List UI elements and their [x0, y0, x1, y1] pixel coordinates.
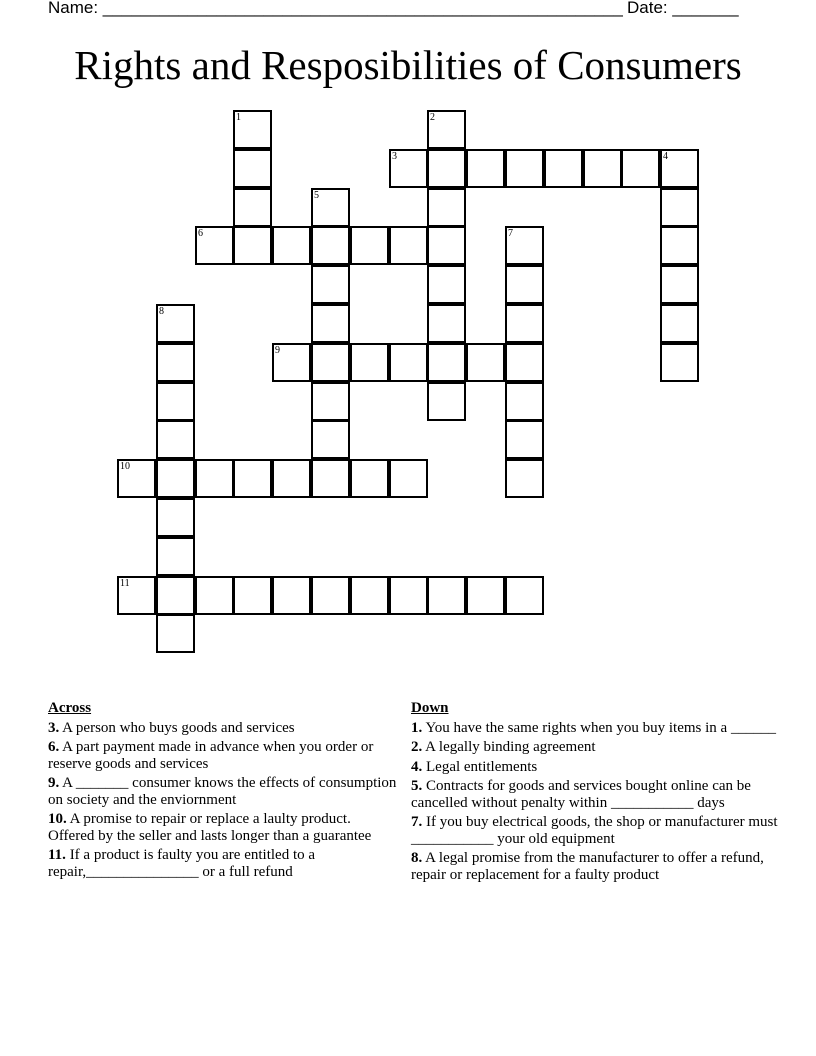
down-clue [411, 814, 781, 847]
clue-text: Contracts for goods and services bought online can be cancelled without penalty within ___________ days [411, 778, 751, 811]
grid-cell[interactable] [311, 188, 350, 227]
clue-text: A promise to repair or replace a laulty product. Offered by the seller and lasts longer than a guarantee [48, 811, 372, 844]
grid-cell[interactable] [233, 226, 272, 265]
grid-cell[interactable] [156, 459, 195, 498]
clue-text: A person who buys goods and services [59, 719, 295, 736]
down-clue [411, 759, 781, 776]
clue-number: 10. [48, 811, 67, 827]
grid-cell[interactable] [311, 576, 350, 615]
grid-cell[interactable] [544, 149, 583, 188]
clue-number-label: 1 [236, 112, 241, 123]
clue-number-label: 7 [508, 228, 513, 239]
grid-cell[interactable] [505, 343, 544, 382]
clue-text: A _______ consumer knows the effects of consumption on society and the enviornment [48, 775, 397, 808]
down-clues [411, 700, 781, 886]
grid-cell[interactable] [156, 382, 195, 421]
clue-number: 6. [48, 739, 60, 755]
clue-number: 5. [411, 778, 423, 794]
clue-text: A legally binding agreement [422, 739, 596, 755]
clue-number-label: 4 [663, 151, 668, 162]
grid-cell[interactable] [427, 149, 466, 188]
grid-cell[interactable] [505, 576, 544, 615]
clue-text: If you buy electrical goods, the shop or manufacturer must ___________ your old equipment [411, 814, 778, 847]
grid-cell[interactable] [156, 498, 195, 537]
clue-number: 9. [48, 775, 60, 791]
across-clue [48, 775, 398, 808]
grid-cell[interactable] [272, 226, 311, 265]
down-clue [411, 720, 781, 737]
clue-number-label: 6 [198, 228, 203, 239]
clue-number-label: 9 [275, 345, 280, 356]
grid-cell[interactable] [156, 537, 195, 576]
grid-cell[interactable] [660, 343, 699, 382]
clue-number: 11. [48, 847, 66, 863]
grid-cell[interactable] [117, 576, 156, 615]
grid-cell[interactable] [427, 188, 466, 227]
grid-cell[interactable] [195, 459, 234, 498]
clue-number: 2. [411, 739, 423, 755]
grid-cell[interactable] [350, 343, 389, 382]
clue-number-label: 11 [120, 578, 130, 589]
name-field: Name: _______________________________________________________ [48, 0, 623, 17]
grid-cell[interactable] [311, 459, 350, 498]
clue-number-label: 2 [430, 112, 435, 123]
grid-cell[interactable] [505, 149, 544, 188]
clue-number-label: 3 [392, 151, 397, 162]
clue-text: A legal promise from the manufacturer to offer a refund, repair or replacement for a faulty product [411, 850, 764, 883]
clue-number: 8. [411, 850, 423, 866]
grid-cell[interactable] [272, 459, 311, 498]
grid-cell[interactable] [427, 110, 466, 149]
grid-cell[interactable] [660, 149, 699, 188]
grid-cell[interactable] [660, 265, 699, 304]
date-field: Date: _______ [627, 0, 739, 17]
grid-cell[interactable] [427, 226, 466, 265]
grid-cell[interactable] [311, 226, 350, 265]
grid-cell[interactable] [311, 343, 350, 382]
clue-number: 7. [411, 814, 423, 830]
grid-cell[interactable] [311, 265, 350, 304]
grid-cell[interactable] [156, 343, 195, 382]
page-title: Rights and Resposibilities of Consumers [74, 42, 742, 88]
clue-text: You have the same rights when you buy items in a ______ [422, 719, 776, 736]
across-clue [48, 739, 398, 772]
grid-cell[interactable] [233, 188, 272, 227]
grid-cell[interactable] [195, 226, 234, 265]
grid-cell[interactable] [156, 304, 195, 343]
clue-text: If a product is faulty you are entitled to a repair,_______________ or a full refund [48, 847, 316, 880]
down-clue [411, 739, 781, 756]
grid-cell[interactable] [233, 459, 272, 498]
grid-cell[interactable] [350, 576, 389, 615]
across-clue [48, 847, 398, 880]
grid-cell[interactable] [389, 343, 428, 382]
grid-cell[interactable] [660, 226, 699, 265]
clue-number: 3. [48, 719, 60, 736]
grid-cell[interactable] [156, 420, 195, 459]
grid-cell[interactable] [427, 382, 466, 421]
grid-cell[interactable] [272, 576, 311, 615]
grid-cell[interactable] [427, 304, 466, 343]
grid-cell[interactable] [660, 188, 699, 227]
grid-cell[interactable] [233, 149, 272, 188]
across-clue [48, 720, 398, 737]
clue-number-label: 8 [159, 306, 164, 317]
grid-cell[interactable] [156, 614, 195, 653]
clue-text: Legal entitlements [422, 758, 538, 775]
grid-cell[interactable] [311, 304, 350, 343]
grid-cell[interactable] [389, 576, 428, 615]
clue-number: 1. [411, 719, 423, 736]
across-clues [48, 700, 398, 883]
grid-cell[interactable] [311, 420, 350, 459]
grid-cell[interactable] [156, 576, 195, 615]
grid-cell[interactable] [505, 459, 544, 498]
clue-number-label: 5 [314, 190, 319, 201]
grid-cell[interactable] [233, 110, 272, 149]
grid-cell[interactable] [195, 576, 234, 615]
grid-cell[interactable] [427, 343, 466, 382]
clue-text: A part payment made in advance when you order or reserve goods and services [48, 739, 374, 772]
grid-cell[interactable] [505, 226, 544, 265]
grid-cell[interactable] [427, 576, 466, 615]
grid-cell[interactable] [660, 304, 699, 343]
grid-cell[interactable] [233, 576, 272, 615]
down-heading: Down [411, 700, 449, 716]
grid-cell[interactable] [311, 382, 350, 421]
grid-cell[interactable] [350, 459, 389, 498]
grid-cell[interactable] [505, 265, 544, 304]
grid-cell[interactable] [350, 226, 389, 265]
grid-cell[interactable] [505, 382, 544, 421]
grid-cell[interactable] [427, 265, 466, 304]
clue-number: 4. [411, 758, 423, 775]
grid-cell[interactable] [389, 226, 428, 265]
grid-cell[interactable] [466, 149, 505, 188]
grid-cell[interactable] [505, 304, 544, 343]
across-heading: Across [48, 700, 92, 716]
grid-cell[interactable] [389, 459, 428, 498]
grid-cell[interactable] [505, 420, 544, 459]
grid-cell[interactable] [117, 459, 156, 498]
grid-cell[interactable] [389, 149, 428, 188]
grid-cell[interactable] [583, 149, 622, 188]
down-clue [411, 778, 781, 811]
across-clue [48, 811, 398, 844]
down-clue [411, 850, 781, 883]
grid-cell[interactable] [466, 576, 505, 615]
grid-cell[interactable] [621, 149, 660, 188]
clue-number-label: 10 [120, 461, 130, 472]
grid-cell[interactable] [466, 343, 505, 382]
grid-cell[interactable] [272, 343, 311, 382]
